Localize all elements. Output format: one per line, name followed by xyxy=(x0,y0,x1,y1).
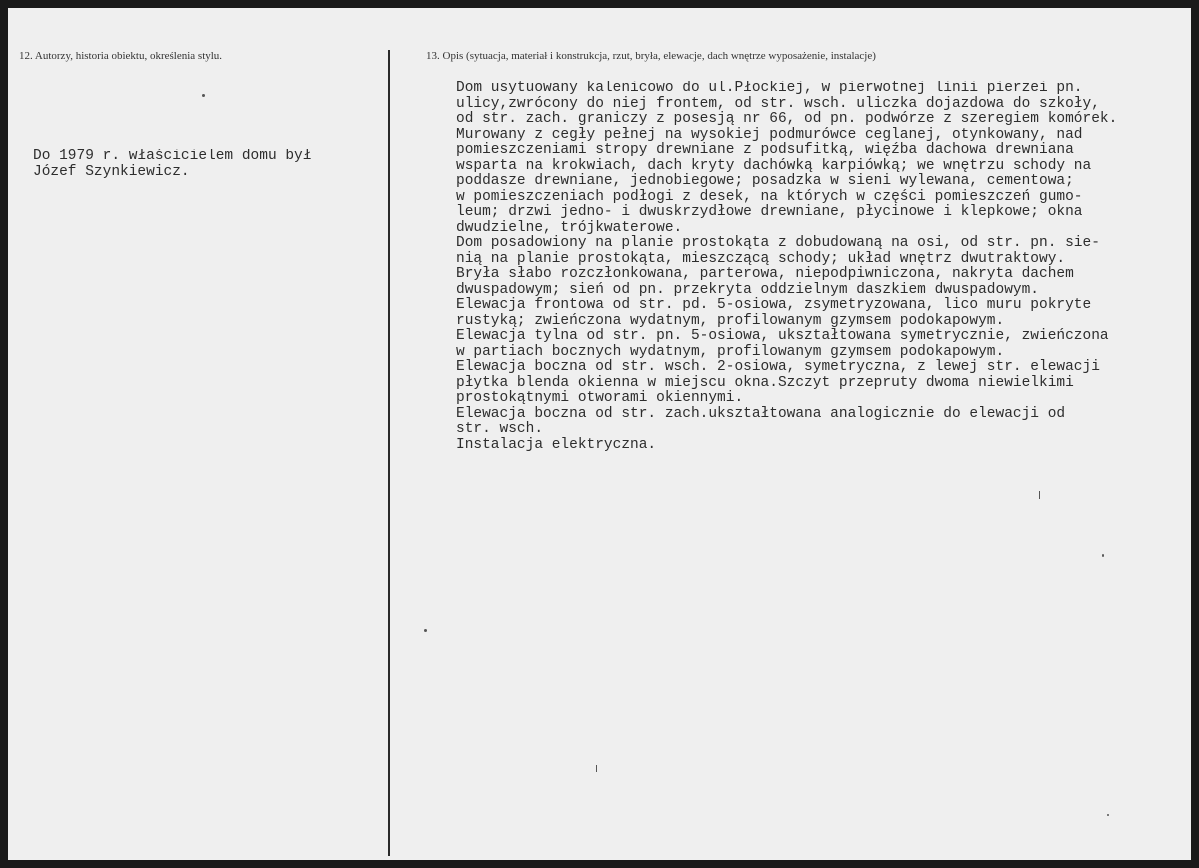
paper-speck xyxy=(1107,814,1109,816)
history-text: Do 1979 r. właścicielem domu był Józef Szynkiewicz. xyxy=(33,149,312,180)
column-divider xyxy=(388,50,390,856)
description-section-heading: 13. Opis (sytuacja, materiał i konstrukcja, rzut, bryła, elewacje, dach wnętrze wyposażenie, instalacje) xyxy=(426,50,876,62)
record-card xyxy=(8,8,1191,860)
paper-speck xyxy=(596,765,597,772)
paper-speck xyxy=(202,94,205,97)
paper-speck xyxy=(1039,491,1040,499)
paper-speck xyxy=(424,629,427,632)
paper-speck xyxy=(1102,554,1104,557)
description-text: Dom usytuowany kalenicowo do ul.Płockiej, w pierwotnej linii pierzei pn. ulicy,zwrócony do niej frontem, od str. wsch. uliczka dojazdowa do szkoły, od str. zach. graniczy z posesją nr 66, od pn. podwórze z szeregiem komórek. Murowany z cegły pełnej na wysokiej podmurówce ceglanej, otynkowany, nad pomieszczeniami stropy drewniane z podsufitką, więźba dachowa drewniana wsparta na krokwiach, dach kryty dachówką karpiówką; we wnętrzu schody na poddasze drewniane, jednobiegowe; posadzka w sieni wylewana, cementowa; w pomieszczeniach podłogi z desek, na których w części pomieszczeń gumo- leum; drzwi jedno- i dwuskrzydłowe drewniane, płycinowe i klepkowe; okna dwudzielne, trójkwaterowe. Dom posadowiony na planie prostokąta z dobudowaną na osi, od str. pn. sie- nią na planie prostokąta, mieszczącą schody; układ wnętrz dwutraktowy. Bryła słabo rozczłonkowana, parterowa, niepodpiwniczona, nakryta dachem dwuspadowym; sień od pn. przekryta oddzielnym daszkiem dwuspadowym. Elewacja frontowa od str. pd. 5-osiowa, zsymetryzowana, lico muru pokryte rustyką; zwieńczona wydatnym, profilowanym gzymsem podokapowym. Elewacja tylna od str. pn. 5-osiowa, ukształtowana symetrycznie, zwieńczona w partiach bocznych wydatnym, profilowanym gzymsem podokapowym. Elewacja boczna od str. wsch. 2-osiowa, symetryczna, z lewej str. elewacji płytka blenda okienna w miejscu okna.Szczyt przepruty dwoma niewielkimi prostokątnymi otworami okiennymi. Elewacja boczna od str. zach.ukształtowana analogicznie do elewacji od str. wsch. Instalacja elektryczna. xyxy=(456,81,1118,453)
history-section-heading: 12. Autorzy, historia obiektu, określenia stylu. xyxy=(19,50,223,62)
